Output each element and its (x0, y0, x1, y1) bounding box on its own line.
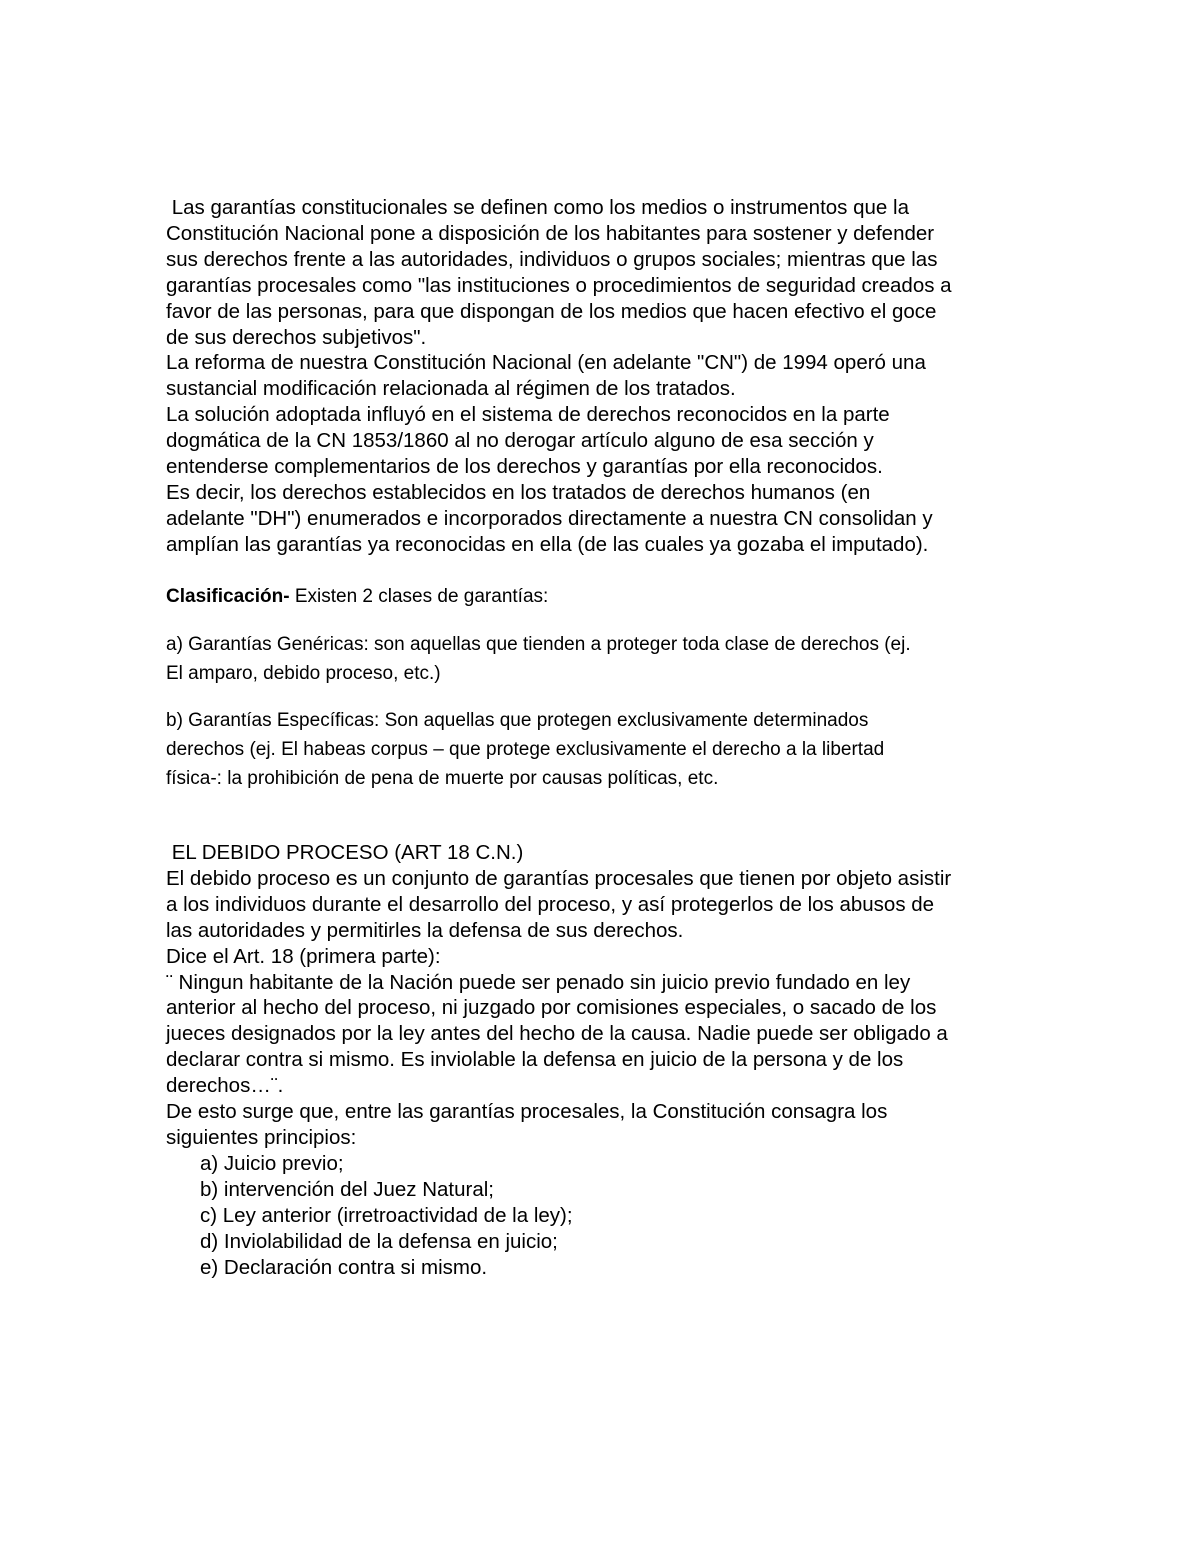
genericas-line: El amparo, debido proceso, etc.) (166, 663, 441, 684)
debido-line: anterior al hecho del proceso, ni juzgado por comisiones especiales, o sacado de los (166, 996, 937, 1020)
intro-line: Es decir, los derechos establecidos en los tratados de derechos humanos (en (166, 480, 871, 504)
debido-line: Dice el Art. 18 (primera parte): (166, 944, 441, 968)
intro-line: favor de las personas, para que dispongan de los medios que hacen efectivo el goce (166, 299, 937, 323)
principle-list-item: d) Inviolabilidad de la defensa en juicio; (200, 1229, 558, 1253)
intro-line: dogmática de la CN 1853/1860 al no derogar artículo alguno de esa sección y (166, 429, 874, 453)
debido-line: a los individuos durante el desarrollo del proceso, y así protegerlos de los abusos de (166, 892, 935, 916)
debido-line: jueces designados por la ley antes del hecho de la causa. Nadie puede ser obligado a (166, 1022, 948, 1046)
intro-line: La solución adoptada influyó en el sistema de derechos reconocidos en la parte (166, 403, 890, 427)
debido-line: las autoridades y permitirles la defensa de sus derechos. (166, 918, 684, 942)
debido-line: siguientes principios: (166, 1125, 357, 1149)
debido-line: ¨ Ningun habitante de la Nación puede ser penado sin juicio previo fundado en ley (166, 970, 911, 994)
intro-line: Las garantías constitucionales se definen como los medios o instrumentos que la (166, 196, 909, 219)
section-heading: EL DEBIDO PROCESO (ART 18 C.N.) (166, 841, 524, 864)
genericas-line: a) Garantías Genéricas: son aquellas que tienden a proteger toda clase de derechos (ej. (166, 634, 911, 655)
debido-line: derechos…¨. (166, 1074, 284, 1098)
intro-line: adelante "DH") enumerados e incorporados directamente a nuestra CN consolidan y (166, 506, 933, 530)
principle-list-item: a) Juicio previo; (200, 1151, 344, 1175)
clasificacion-label: Clasificación- (166, 586, 290, 607)
intro-paragraph (166, 195, 1046, 558)
clasificacion-line (166, 584, 1046, 609)
intro-line: sustancial modificación relacionada al régimen de los tratados. (166, 377, 736, 401)
intro-line: entenderse complementarios de los derechos y garantías por ella reconocidos. (166, 455, 883, 479)
garantias-especificas-paragraph (166, 706, 1046, 793)
especificas-line: física-: la prohibición de pena de muerte por causas políticas, etc. (166, 768, 719, 789)
especificas-line: b) Garantías Específicas: Son aquellas que protegen exclusivamente determinados (166, 710, 869, 731)
especificas-line: derechos (ej. El habeas corpus – que protege exclusivamente el derecho a la libertad (166, 739, 885, 760)
intro-line: amplían las garantías ya reconocidas en ella (de las cuales ya gozaba el imputado). (166, 532, 929, 556)
intro-line: La reforma de nuestra Constitución Nacional (en adelante "CN") de 1994 operó una (166, 351, 926, 375)
principle-list-item: b) intervención del Juez Natural; (200, 1177, 494, 1201)
debido-proceso-section (166, 840, 1046, 1280)
principle-list-item: c) Ley anterior (irretroactividad de la ley); (200, 1203, 573, 1227)
debido-line: declarar contra si mismo. Es inviolable la defensa en juicio de la persona y de los (166, 1048, 904, 1072)
debido-line: De esto surge que, entre las garantías procesales, la Constitución consagra los (166, 1100, 888, 1124)
debido-line: El debido proceso es un conjunto de garantías procesales que tienen por objeto asistir (166, 866, 952, 890)
intro-line: Constitución Nacional pone a disposición de los habitantes para sostener y defender (166, 221, 935, 245)
principle-list-item: e) Declaración contra si mismo. (200, 1255, 488, 1279)
intro-line: de sus derechos subjetivos". (166, 325, 427, 349)
clasificacion-text: Existen 2 clases de garantías: (289, 586, 549, 607)
garantias-genericas-paragraph (166, 630, 1046, 688)
intro-line: garantías procesales como "las instituciones o procedimientos de seguridad creados a (166, 273, 952, 297)
intro-line: sus derechos frente a las autoridades, individuos o grupos sociales; mientras que las (166, 247, 938, 271)
